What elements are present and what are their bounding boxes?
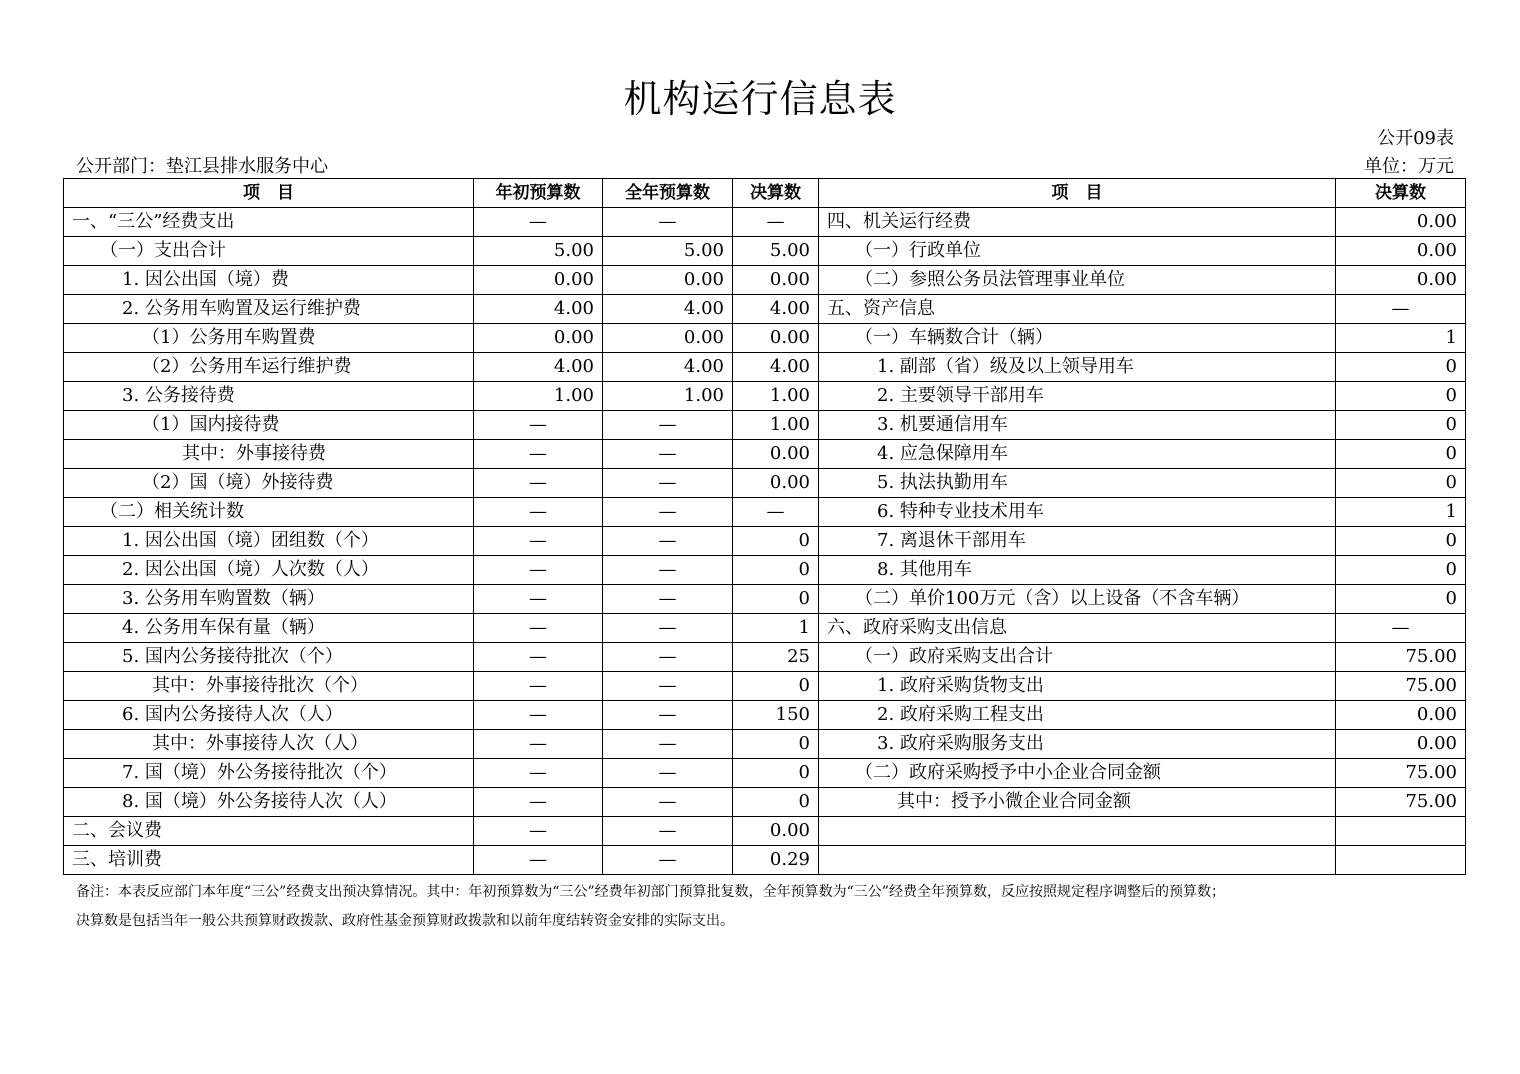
final-amount-right-cell: 0 (1336, 469, 1466, 498)
initial-budget-cell: — (474, 672, 603, 701)
left-item-label: 7. 国（境）外公务接待批次（个） (64, 759, 474, 788)
final-amount-right-cell: 0 (1336, 585, 1466, 614)
annual-budget-cell: — (603, 672, 733, 701)
unit-label: 单位：万元 (1364, 156, 1454, 177)
table-row (64, 324, 1466, 353)
left-item-label: 2. 公务用车购置及运行维护费 (64, 295, 474, 324)
left-item-label: 一、“三公”经费支出 (64, 208, 474, 237)
left-item-label: 8. 国（境）外公务接待人次（人） (64, 788, 474, 817)
final-amount-left-cell: — (733, 498, 819, 527)
header-item-left: 项 目 (64, 179, 474, 208)
right-item-label: 2. 主要领导干部用车 (819, 382, 1336, 411)
initial-budget-cell: 0.00 (474, 324, 603, 353)
table-row (64, 469, 1466, 498)
table-row (64, 266, 1466, 295)
annual-budget-cell: — (603, 527, 733, 556)
left-item-label: 3. 公务用车购置数（辆） (64, 585, 474, 614)
final-amount-left-cell: 1.00 (733, 382, 819, 411)
initial-budget-cell: — (474, 817, 603, 846)
final-amount-left-cell: 1 (733, 614, 819, 643)
initial-budget-cell: — (474, 614, 603, 643)
final-amount-left-cell: 150 (733, 701, 819, 730)
department-label: 公开部门：垫江县排水服务中心 (76, 156, 328, 177)
table-row (64, 295, 1466, 324)
table-row (64, 759, 1466, 788)
initial-budget-cell: — (474, 498, 603, 527)
final-amount-right-cell: 1 (1336, 498, 1466, 527)
final-amount-left-cell: 0 (733, 788, 819, 817)
table-row (64, 672, 1466, 701)
right-item-label: 1. 副部（省）级及以上领导用车 (819, 353, 1336, 382)
final-amount-left-cell: 0 (733, 556, 819, 585)
initial-budget-cell: 4.00 (474, 353, 603, 382)
annual-budget-cell: — (603, 614, 733, 643)
final-amount-left-cell: 0.00 (733, 324, 819, 353)
final-amount-left-cell: 4.00 (733, 353, 819, 382)
final-amount-left-cell: 0.00 (733, 469, 819, 498)
final-amount-left-cell: 0 (733, 759, 819, 788)
right-item-label: 2. 政府采购工程支出 (819, 701, 1336, 730)
table-row (64, 614, 1466, 643)
final-amount-right-cell: — (1336, 614, 1466, 643)
right-item-label: （二）参照公务员法管理事业单位 (819, 266, 1336, 295)
initial-budget-cell: 0.00 (474, 266, 603, 295)
left-item-label: 2. 因公出国（境）人次数（人） (64, 556, 474, 585)
right-item-label: 六、政府采购支出信息 (819, 614, 1336, 643)
right-item-label: 4. 应急保障用车 (819, 440, 1336, 469)
annual-budget-cell: — (603, 730, 733, 759)
final-amount-left-cell: 0 (733, 527, 819, 556)
right-item-label: 6. 特种专业技术用车 (819, 498, 1336, 527)
final-amount-right-cell: 0.00 (1336, 237, 1466, 266)
right-item-label: 1. 政府采购货物支出 (819, 672, 1336, 701)
right-item-label: 3. 政府采购服务支出 (819, 730, 1336, 759)
initial-budget-cell: — (474, 527, 603, 556)
right-item-label: 5. 执法执勤用车 (819, 469, 1336, 498)
right-item-label: （一）车辆数合计（辆） (819, 324, 1336, 353)
header-final-left: 决算数 (733, 179, 819, 208)
final-amount-left-cell: 0.29 (733, 846, 819, 875)
final-amount-right-cell (1336, 846, 1466, 875)
annual-budget-cell: 0.00 (603, 266, 733, 295)
annual-budget-cell: 4.00 (603, 295, 733, 324)
annual-budget-cell: — (603, 440, 733, 469)
left-item-label: 其中：外事接待费 (64, 440, 474, 469)
final-amount-left-cell: 25 (733, 643, 819, 672)
left-item-label: 二、会议费 (64, 817, 474, 846)
annual-budget-cell: — (603, 759, 733, 788)
right-item-label: （一）行政单位 (819, 237, 1336, 266)
right-item-label: （二）单价100万元（含）以上设备（不含车辆） (819, 585, 1336, 614)
initial-budget-cell: 4.00 (474, 295, 603, 324)
page-title: 机构运行信息表 (623, 77, 897, 121)
table-row (64, 846, 1466, 875)
initial-budget-cell: — (474, 585, 603, 614)
annual-budget-cell: — (603, 643, 733, 672)
left-item-label: 1. 因公出国（境）团组数（个） (64, 527, 474, 556)
left-item-label: （2）国（境）外接待费 (64, 469, 474, 498)
left-item-label: 6. 国内公务接待人次（人） (64, 701, 474, 730)
header-item-right: 项 目 (819, 179, 1336, 208)
table-row (64, 788, 1466, 817)
final-amount-left-cell: 0.00 (733, 817, 819, 846)
table-row (64, 585, 1466, 614)
initial-budget-cell: — (474, 208, 603, 237)
final-amount-left-cell: 0 (733, 672, 819, 701)
final-amount-right-cell: 0 (1336, 440, 1466, 469)
final-amount-right-cell (1336, 817, 1466, 846)
right-item-label: 五、资产信息 (819, 295, 1336, 324)
right-item-label (819, 846, 1336, 875)
initial-budget-cell: — (474, 846, 603, 875)
left-item-label: （二）相关统计数 (64, 498, 474, 527)
annual-budget-cell: 1.00 (603, 382, 733, 411)
right-item-label: （一）政府采购支出合计 (819, 643, 1336, 672)
final-amount-right-cell: 75.00 (1336, 788, 1466, 817)
table-row (64, 817, 1466, 846)
final-amount-right-cell: 0.00 (1336, 701, 1466, 730)
left-item-label: 5. 国内公务接待批次（个） (64, 643, 474, 672)
initial-budget-cell: — (474, 469, 603, 498)
annual-budget-cell: — (603, 817, 733, 846)
annual-budget-cell: — (603, 788, 733, 817)
annual-budget-cell: — (603, 585, 733, 614)
table-header-row (64, 179, 1466, 208)
final-amount-right-cell: 75.00 (1336, 643, 1466, 672)
final-amount-left-cell: 0.00 (733, 440, 819, 469)
annual-budget-cell: — (603, 498, 733, 527)
left-item-label: （1）公务用车购置费 (64, 324, 474, 353)
annual-budget-cell: — (603, 701, 733, 730)
final-amount-left-cell: 0.00 (733, 266, 819, 295)
final-amount-right-cell: 0 (1336, 382, 1466, 411)
left-item-label: （2）公务用车运行维护费 (64, 353, 474, 382)
table-row (64, 237, 1466, 266)
final-amount-left-cell: 0 (733, 585, 819, 614)
final-amount-left-cell: — (733, 208, 819, 237)
footnote-line: 决算数是包括当年一般公共预算财政拨款、政府性基金预算财政拨款和以前年度结转资金安排的实际支出。 (76, 913, 734, 929)
footnote (76, 878, 1476, 936)
annual-budget-cell: — (603, 556, 733, 585)
initial-budget-cell: — (474, 411, 603, 440)
left-item-label: 3. 公务接待费 (64, 382, 474, 411)
right-item-label: 四、机关运行经费 (819, 208, 1336, 237)
initial-budget-cell: — (474, 759, 603, 788)
initial-budget-cell: 1.00 (474, 382, 603, 411)
annual-budget-cell: — (603, 469, 733, 498)
final-amount-left-cell: 0 (733, 730, 819, 759)
final-amount-right-cell: 75.00 (1336, 672, 1466, 701)
table-row (64, 730, 1466, 759)
final-amount-right-cell: 0 (1336, 411, 1466, 440)
final-amount-right-cell: 0 (1336, 353, 1466, 382)
final-amount-left-cell: 5.00 (733, 237, 819, 266)
final-amount-left-cell: 1.00 (733, 411, 819, 440)
final-amount-right-cell: — (1336, 295, 1466, 324)
left-item-label: （1）国内接待费 (64, 411, 474, 440)
final-amount-right-cell: 0 (1336, 556, 1466, 585)
table-row (64, 527, 1466, 556)
table-row (64, 643, 1466, 672)
table-row (64, 208, 1466, 237)
right-item-label: 8. 其他用车 (819, 556, 1336, 585)
left-item-label: 1. 因公出国（境）费 (64, 266, 474, 295)
left-item-label: 其中：外事接待批次（个） (64, 672, 474, 701)
initial-budget-cell: — (474, 788, 603, 817)
right-item-label: 3. 机要通信用车 (819, 411, 1336, 440)
table-row (64, 353, 1466, 382)
final-amount-right-cell: 0.00 (1336, 730, 1466, 759)
initial-budget-cell: 5.00 (474, 237, 603, 266)
header-final-right: 决算数 (1336, 179, 1466, 208)
annual-budget-cell: 4.00 (603, 353, 733, 382)
table-row (64, 440, 1466, 469)
annual-budget-cell: 0.00 (603, 324, 733, 353)
initial-budget-cell: — (474, 556, 603, 585)
form-number: 公开09表 (1377, 128, 1454, 149)
initial-budget-cell: — (474, 730, 603, 759)
table-row (64, 382, 1466, 411)
final-amount-right-cell: 0.00 (1336, 208, 1466, 237)
annual-budget-cell: — (603, 846, 733, 875)
left-item-label: 4. 公务用车保有量（辆） (64, 614, 474, 643)
right-item-label (819, 817, 1336, 846)
table-row (64, 701, 1466, 730)
annual-budget-cell: 5.00 (603, 237, 733, 266)
annual-budget-cell: — (603, 208, 733, 237)
final-amount-right-cell: 1 (1336, 324, 1466, 353)
info-table (63, 178, 1466, 875)
final-amount-right-cell: 0.00 (1336, 266, 1466, 295)
right-item-label: 7. 离退休干部用车 (819, 527, 1336, 556)
table-row (64, 498, 1466, 527)
initial-budget-cell: — (474, 701, 603, 730)
right-item-label: （二）政府采购授予中小企业合同金额 (819, 759, 1336, 788)
right-item-label: 其中：授予小微企业合同金额 (819, 788, 1336, 817)
header-annual-budget: 全年预算数 (603, 179, 733, 208)
footnote-line: 备注：本表反应部门本年度“三公”经费支出预决算情况。其中：年初预算数为“三公”经费年初部门预算批复数，全年预算数为“三公”经费全年预算数，反应按照规定程序调整后的预算数； (76, 884, 1225, 900)
table-row (64, 411, 1466, 440)
initial-budget-cell: — (474, 440, 603, 469)
annual-budget-cell: — (603, 411, 733, 440)
table-row (64, 556, 1466, 585)
initial-budget-cell: — (474, 643, 603, 672)
left-item-label: 其中：外事接待人次（人） (64, 730, 474, 759)
final-amount-left-cell: 4.00 (733, 295, 819, 324)
left-item-label: 三、培训费 (64, 846, 474, 875)
final-amount-right-cell: 75.00 (1336, 759, 1466, 788)
header-initial-budget: 年初预算数 (474, 179, 603, 208)
left-item-label: （一）支出合计 (64, 237, 474, 266)
final-amount-right-cell: 0 (1336, 527, 1466, 556)
